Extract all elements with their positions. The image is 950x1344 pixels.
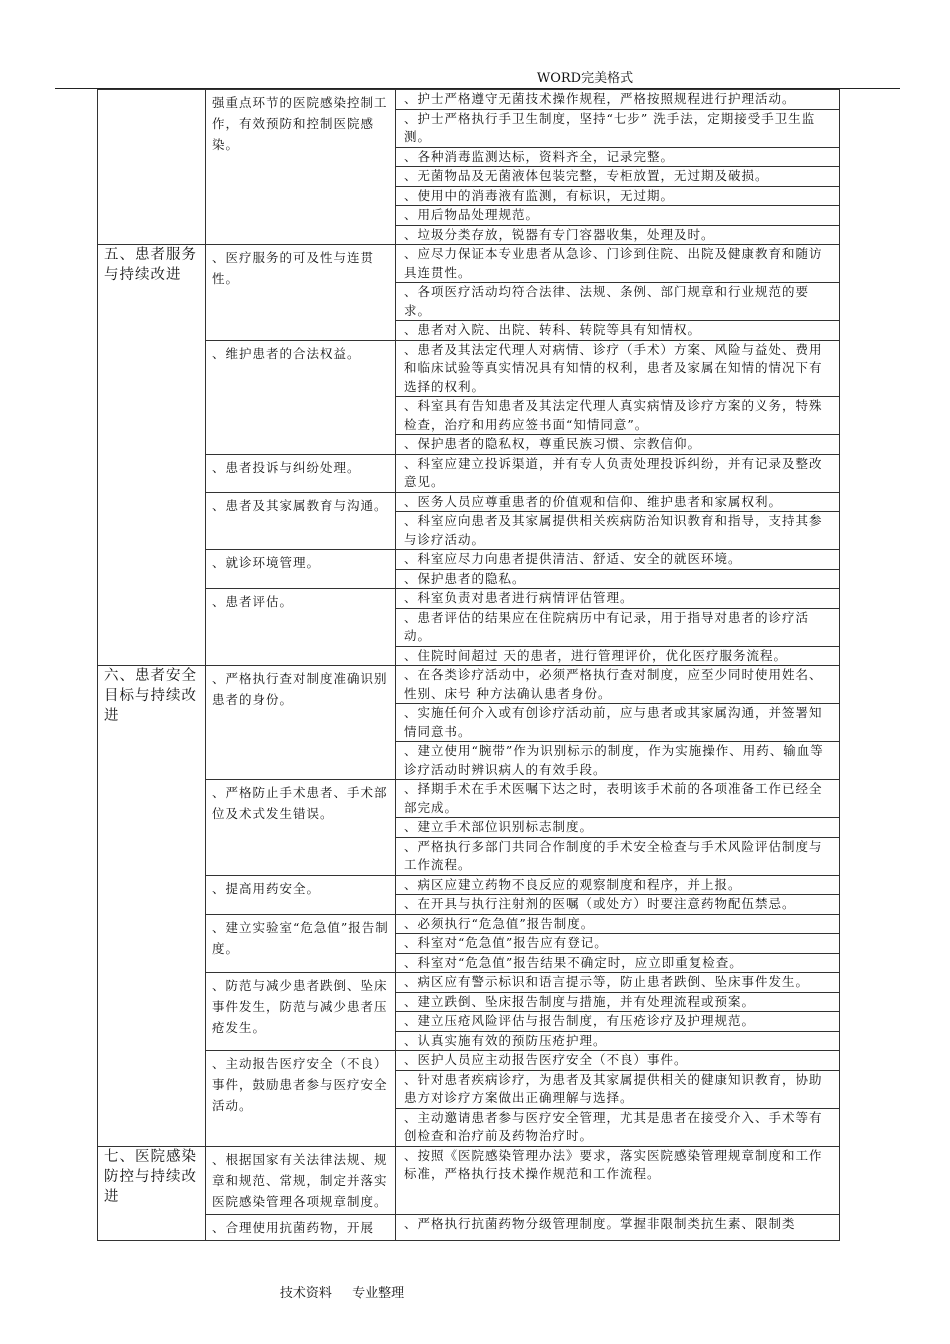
requirement-item: 、建立跌倒、坠床报告制度与措施，并有处理流程或预案。 [396,993,839,1013]
requirement-item: 、护士严格遵守无菌技术操作规程，严格按照规程进行护理活动。 [396,90,839,110]
requirement-item: 、实施任何介入或有创诊疗活动前，应与患者或其家属沟通，并签署知情同意书。 [396,704,839,742]
requirement-item: 、在各类诊疗活动中，必须严格执行查对制度，应至少同时使用姓名、性别、床号 种方法确认患者身份。 [396,666,839,704]
topic-cell: 、提高用药安全。 [206,875,396,914]
requirement-item: 、科室负责对患者进行病情评估管理。 [396,589,839,609]
topic-cell: 、患者投诉与纠纷处理。 [206,454,396,492]
header-title: WORD完美格式 [536,71,634,86]
table-row [98,780,840,876]
requirements-cell [396,1051,840,1147]
requirement-item: 、针对患者疾病诊疗，为患者及其家属提供相关的健康知识教育，协助患方对诊疗方案做出正确理解与选择。 [396,1071,839,1109]
requirement-item: 、患者对入院、出院、转科、转院等具有知情权。 [404,322,702,337]
table-row [98,1051,840,1147]
requirement-item: 、科室对“危急值”报告应有登记。 [396,934,839,954]
table-row [98,875,840,914]
requirements-cell [396,340,840,454]
topic-cell: 、患者评估。 [206,589,396,666]
table-row [98,973,840,1051]
table-row [98,666,840,780]
page-header [0,72,950,86]
section-cell [98,90,206,245]
requirement-item: 、科室对“危急值”报告结果不确定时，应立即重复检查。 [404,954,743,970]
requirement-item: 、主动邀请患者参与医疗安全管理，尤其是患者在接受介入、手术等有创检查和治疗前及药物治疗时。 [404,1109,823,1143]
requirement-item: 、应尽力保证本专业患者从急诊、门诊到住院、出院及健康教育和随访具连贯性。 [396,245,839,283]
requirement-item: 、保护患者的隐私权，尊重民族习惯、宗教信仰。 [404,436,702,451]
requirement-item: 、用后物品处理规范。 [396,206,839,226]
topic-cell: 、根据国家有关法律法规、规章和规范、常规，制定并落实医院感染管理各项规章制度。 [206,1146,396,1214]
topic-cell: 、严格防止手术患者、手术部位及术式发生错误。 [206,780,396,876]
requirement-item: 、科室应尽力向患者提供清洁、舒适、安全的就医环境。 [396,550,839,570]
requirement-item: 、住院时间超过 天的患者，进行管理评价，优化医疗服务流程。 [404,647,787,663]
requirements-cell [396,973,840,1051]
table-row [98,454,840,492]
topic-cell: 、合理使用抗菌药物，开展 [206,1214,396,1240]
requirement-item: 、病区应有警示标识和语言提示等，防止患者跌倒、坠床事件发生。 [396,973,839,993]
requirement-item: 、严格执行多部门共同合作制度的手术安全检查与手术风险评估制度与工作流程。 [404,838,823,872]
requirement-item: 、科室具有告知患者及其法定代理人真实病情及诊疗方案的义务，特殊检查，治疗和用药应签书面“知情同意”。 [396,397,839,435]
requirement-item: 、患者评估的结果应在住院病历中有记录，用于指导对患者的诊疗活动。 [396,609,839,647]
section-cell: 七、医院感染防控与持续改进 [98,1146,206,1240]
requirements-cell [396,780,840,876]
requirement-item: 、病区应建立药物不良反应的观察制度和程序，并上报。 [396,876,839,896]
requirement-item: 、科室应向患者及其家属提供相关疾病防治知识教育和指导，支持其参与诊疗活动。 [404,513,823,547]
table-row [98,1146,840,1214]
requirement-item: 、建立压疮风险评估与报告制度，有压疮诊疗及护理规范。 [396,1012,839,1032]
requirement-item: 、各项医疗活动均符合法律、法规、条例、部门规章和行业规范的要求。 [396,283,839,321]
table-row [98,492,840,550]
requirement-item: 、按照《医院感染管理办法》要求，落实医院感染管理规章制度和工作标准，严格执行技术操作规范和工作流程。 [404,1147,823,1181]
topic-cell: 、患者及其家属教育与沟通。 [206,492,396,550]
requirements-cell [396,1214,840,1240]
requirement-item: 、垃圾分类存放，锐器有专门容器收集，处理及时。 [404,226,715,242]
topic-cell: 、医疗服务的可及性与连贯性。 [206,245,396,341]
requirement-item: 、护士严格执行手卫生制度，坚持“七步” 洗手法，定期接受手卫生监测。 [396,110,839,148]
table-row [98,90,840,245]
table-row [98,245,840,341]
requirement-item: 、医务人员应尊重患者的价值观和信仰、维护患者和家属权利。 [396,493,839,513]
topic-cell: 、严格执行查对制度准确识别患者的身份。 [206,666,396,780]
requirements-cell [396,550,840,589]
requirement-item: 、严格执行抗菌药物分级管理制度。掌握非限制类抗生素、限制类 [404,1215,796,1231]
requirement-item: 、科室应建立投诉渠道，并有专人负责处理投诉纠纷，并有记录及整改意见。 [404,455,823,489]
requirements-cell [396,589,840,666]
table-row [98,914,840,973]
requirements-cell [396,914,840,973]
topic-cell: 强重点环节的医院感染控制工作，有效预防和控制医院感染。 [206,90,396,245]
requirement-item: 、患者及其法定代理人对病情、诊疗（手术）方案、风险与益处、费用和临床试验等真实情况具有知情的权利，患者及家属在知情的情况下有选择的权利。 [396,341,839,398]
table-row [98,1214,840,1240]
requirement-item: 、必须执行“危急值”报告制度。 [396,915,839,935]
requirements-cell [396,90,840,245]
requirement-item: 、无菌物品及无菌液体包装完整，专柜放置，无过期及破损。 [396,167,839,187]
footer-left: 技术资料 [279,1286,332,1301]
topic-cell: 、防范与减少患者跌倒、坠床事件发生，防范与减少患者压疮发生。 [206,973,396,1051]
topic-cell: 、建立实验室“危急值”报告制度。 [206,914,396,973]
table-row [98,589,840,666]
requirements-cell [396,666,840,780]
requirements-cell [396,875,840,914]
requirement-item: 、择期手术在手术医嘱下达之时，表明该手术前的各项准备工作已经全部完成。 [396,780,839,818]
table-body [98,90,840,1241]
requirement-item: 、保护患者的隐私。 [404,570,526,586]
table-row [98,340,840,454]
requirement-item: 、各种消毒监测达标，资料齐全，记录完整。 [396,148,839,168]
requirement-item: 、使用中的消毒液有监测，有标识，无过期。 [396,187,839,207]
standards-table [97,89,840,1241]
requirement-item: 、建立使用“腕带”作为识别标示的制度，作为实施操作、用药、输血等诊疗活动时辨识病人的有效手段。 [404,743,824,777]
requirement-item: 、医护人员应主动报告医疗安全（不良）事件。 [396,1051,839,1071]
requirements-cell [396,245,840,341]
topic-cell: 、就诊环境管理。 [206,550,396,589]
requirement-item: 、认真实施有效的预防压疮护理。 [404,1032,607,1048]
footer-right: 专业整理 [352,1286,405,1301]
requirement-item: 、在开具与执行注射剂的医嘱（或处方）时要注意药物配伍禁忌。 [404,896,796,911]
requirements-cell [396,492,840,550]
section-cell: 五、患者服务与持续改进 [98,245,206,666]
topic-cell: 、维护患者的合法权益。 [206,340,396,454]
requirement-item: 、建立手术部位识别标志制度。 [396,818,839,838]
requirements-cell [396,1146,840,1214]
page-footer [0,1282,950,1301]
requirements-cell [396,454,840,492]
section-cell: 六、患者安全目标与持续改进 [98,666,206,1147]
table-row [98,550,840,589]
topic-cell: 、主动报告医疗安全（不良）事件，鼓励患者参与医疗安全活动。 [206,1051,396,1147]
